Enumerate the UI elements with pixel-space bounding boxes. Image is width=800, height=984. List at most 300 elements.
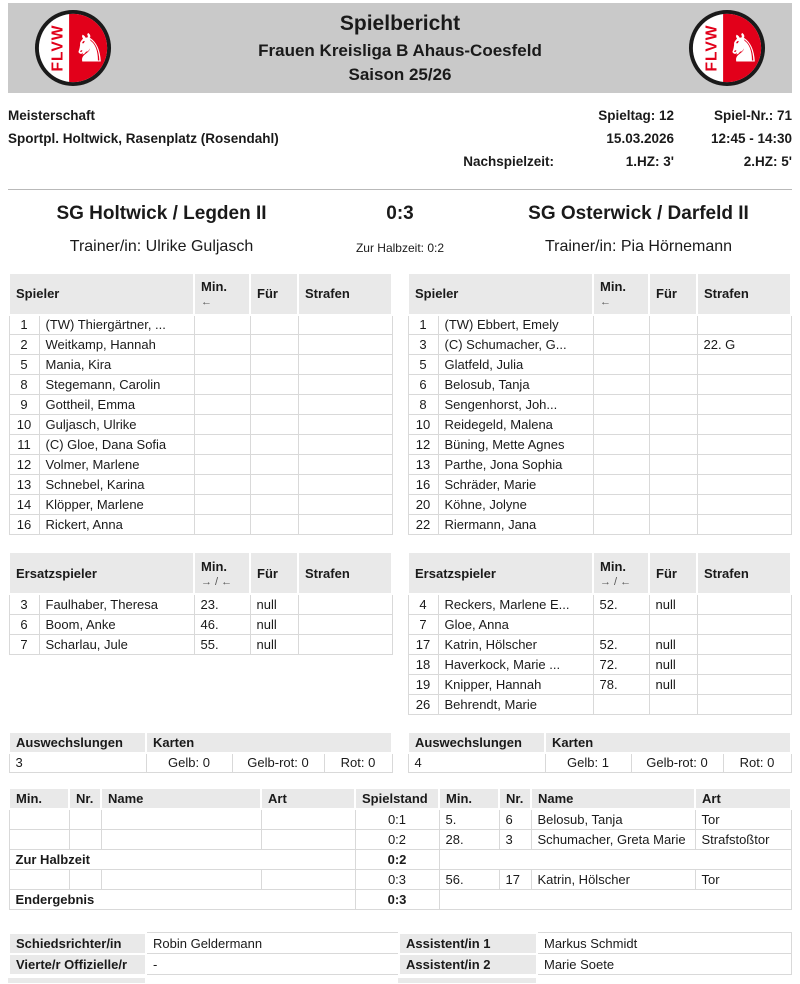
date-value: 15.03.2026 <box>606 131 674 147</box>
substitution-count: 4 <box>408 753 545 773</box>
col-min: Min. <box>9 788 69 809</box>
player-name: Schnebel, Karina <box>39 475 194 495</box>
goal-art: Tor <box>695 809 791 829</box>
col-spieler: Spieler <box>9 273 194 315</box>
player-fuer <box>250 355 298 375</box>
table-row <box>408 674 791 694</box>
player-fuer: null <box>649 634 697 654</box>
table-row <box>408 634 791 654</box>
table-row <box>9 614 392 634</box>
player-min <box>593 614 649 634</box>
player-number: 7 <box>408 614 438 634</box>
away-trainer: Trainer/in: Pia Hörnemann <box>544 237 733 255</box>
player-strafen <box>697 694 791 714</box>
officials-section <box>8 932 792 976</box>
away-team-name: SG Osterwick / Darfeld II <box>528 202 749 224</box>
player-name: Haverkock, Marie ... <box>438 654 593 674</box>
table-row <box>9 395 392 415</box>
player-name: Gottheil, Emma <box>39 395 194 415</box>
player-strafen <box>697 435 791 455</box>
player-min <box>593 495 649 515</box>
col-karten: Karten <box>545 732 791 753</box>
player-min <box>194 495 250 515</box>
col-art: Art <box>261 788 355 809</box>
player-number: 5 <box>9 355 39 375</box>
player-strafen <box>298 594 392 614</box>
player-number: 11 <box>9 435 39 455</box>
player-name: Glatfeld, Julia <box>438 355 593 375</box>
header-band <box>8 3 792 93</box>
col-nr: Nr. <box>499 788 531 809</box>
player-min <box>194 475 250 495</box>
col-name: Name <box>531 788 695 809</box>
col-fuer: Für <box>649 552 697 594</box>
player-name: Parthe, Jona Sophia <box>438 455 593 475</box>
col-min: Min. → / ← <box>194 552 250 594</box>
player-number: 3 <box>9 594 39 614</box>
player-strafen <box>298 475 392 495</box>
player-strafen <box>298 375 392 395</box>
cutoff-table-edge <box>8 978 792 983</box>
player-strafen <box>697 355 791 375</box>
player-name: Gloe, Anna <box>438 614 593 634</box>
spieltag-value: Spieltag: 12 <box>598 108 674 123</box>
referee-name: Robin Geldermann <box>146 933 399 954</box>
player-fuer <box>250 415 298 435</box>
table-row <box>9 495 392 515</box>
arrow-in-out-icon: → / ← <box>600 575 632 588</box>
goal-row <box>9 809 791 829</box>
table-row <box>408 694 791 714</box>
player-name: Köhne, Jolyne <box>438 495 593 515</box>
player-number: 13 <box>408 455 438 475</box>
player-min: 72. <box>593 654 649 674</box>
player-fuer: null <box>250 634 298 654</box>
player-fuer <box>649 315 697 335</box>
horse-icon: ♞ <box>72 27 108 71</box>
score-state: 0:1 <box>355 809 439 829</box>
player-name: Belosub, Tanja <box>438 375 593 395</box>
player-min <box>194 455 250 475</box>
season-label: Saison 25/26 <box>348 64 452 84</box>
table-row <box>408 515 791 535</box>
teams-section <box>8 203 792 256</box>
player-strafen: 22. G <box>697 335 791 355</box>
player-fuer <box>649 435 697 455</box>
player-strafen <box>697 594 791 614</box>
player-strafen <box>298 614 392 634</box>
col-strafen: Strafen <box>697 273 791 315</box>
substitution-count: 3 <box>9 753 146 773</box>
milestone-row <box>9 889 791 909</box>
hz2-value: 2.HZ: 5' <box>743 154 792 170</box>
player-strafen <box>298 355 392 375</box>
cards-section <box>8 731 792 774</box>
home-cards-table <box>8 731 393 774</box>
player-fuer: null <box>250 614 298 634</box>
table-row <box>408 415 791 435</box>
table-row <box>9 753 392 773</box>
col-fuer: Für <box>250 273 298 315</box>
player-number: 4 <box>408 594 438 614</box>
player-fuer <box>250 495 298 515</box>
player-name: Schräder, Marie <box>438 475 593 495</box>
player-strafen <box>697 515 791 535</box>
player-number: 8 <box>408 395 438 415</box>
col-min: Min. ← <box>593 273 649 315</box>
table-row <box>408 315 791 335</box>
player-fuer <box>649 475 697 495</box>
player-name: Reckers, Marlene E... <box>438 594 593 614</box>
players-section <box>8 272 792 536</box>
player-strafen <box>298 395 392 415</box>
flvw-logo-right <box>688 9 766 87</box>
player-fuer: null <box>250 594 298 614</box>
player-name: Riermann, Jana <box>438 515 593 535</box>
player-name: Behrendt, Marie <box>438 694 593 714</box>
table-row <box>9 515 392 535</box>
milestone-row <box>9 849 791 869</box>
player-strafen <box>697 475 791 495</box>
away-players-table <box>407 272 792 536</box>
officials-table <box>8 932 792 976</box>
table-row <box>408 614 791 634</box>
player-min <box>593 315 649 335</box>
table-row <box>408 395 791 415</box>
player-name: Stegemann, Carolin <box>39 375 194 395</box>
yellow-red-cards: Gelb-rot: 0 <box>232 753 324 773</box>
fourth-official-name: - <box>146 954 399 975</box>
flvw-text: FLVW <box>49 24 67 72</box>
player-min: 52. <box>593 634 649 654</box>
col-auswechslungen: Auswechslungen <box>9 732 146 753</box>
player-strafen <box>697 674 791 694</box>
player-name: (TW) Ebbert, Emely <box>438 315 593 335</box>
match-info-right <box>463 104 792 174</box>
home-trainer: Trainer/in: Ulrike Guljasch <box>69 237 254 255</box>
player-name: Guljasch, Ulrike <box>39 415 194 435</box>
fourth-official-label: Vierte/r Offizielle/r <box>9 954 146 975</box>
table-row <box>408 753 791 773</box>
player-number: 16 <box>408 475 438 495</box>
player-number: 6 <box>408 375 438 395</box>
player-min: 23. <box>194 594 250 614</box>
halftime-score: Zur Halbzeit: 0:2 <box>355 240 445 255</box>
arrow-out-icon: ← <box>201 296 212 309</box>
player-number: 9 <box>9 395 39 415</box>
hz1-value: 1.HZ: 3' <box>625 154 674 170</box>
player-fuer <box>649 395 697 415</box>
player-name: Boom, Anke <box>39 614 194 634</box>
score-block <box>315 203 485 255</box>
player-strafen <box>697 495 791 515</box>
goal-scorer: Belosub, Tanja <box>531 809 695 829</box>
player-fuer <box>649 355 697 375</box>
player-strafen <box>298 515 392 535</box>
goal-row <box>9 829 791 849</box>
player-min <box>194 435 250 455</box>
player-min <box>593 475 649 495</box>
red-cards: Rot: 0 <box>723 753 791 773</box>
player-strafen <box>298 455 392 475</box>
score-state: 0:2 <box>355 829 439 849</box>
player-strafen <box>298 634 392 654</box>
player-fuer <box>250 435 298 455</box>
competition-label: Meisterschaft <box>8 108 96 123</box>
match-info-left <box>8 104 279 174</box>
table-row <box>408 654 791 674</box>
player-strafen <box>298 415 392 435</box>
table-row <box>408 594 791 614</box>
player-fuer <box>649 415 697 435</box>
player-min <box>194 515 250 535</box>
player-fuer <box>649 614 697 634</box>
player-number: 10 <box>9 415 39 435</box>
col-min: Min. <box>439 788 499 809</box>
player-name: Klöpper, Marlene <box>39 495 194 515</box>
venue-label: Sportpl. Holtwick, Rasenplatz (Rosendahl) <box>8 131 279 147</box>
player-min <box>194 395 250 415</box>
table-row <box>9 315 392 335</box>
goal-min: 5. <box>439 809 499 829</box>
col-nr: Nr. <box>69 788 101 809</box>
player-strafen <box>697 455 791 475</box>
col-strafen: Strafen <box>298 273 392 315</box>
player-fuer <box>649 455 697 475</box>
player-fuer <box>649 495 697 515</box>
table-row <box>408 455 791 475</box>
player-name: Reidegeld, Malena <box>438 415 593 435</box>
score-state: 0:3 <box>355 889 439 909</box>
player-fuer <box>649 515 697 535</box>
player-name: Büning, Mette Agnes <box>438 435 593 455</box>
time-value: 12:45 - 14:30 <box>710 131 792 147</box>
player-min <box>593 415 649 435</box>
player-min <box>194 415 250 435</box>
referee-label: Schiedsrichter/in <box>9 933 146 954</box>
player-number: 17 <box>408 634 438 654</box>
player-number: 14 <box>9 495 39 515</box>
goals-table <box>8 787 792 910</box>
player-number: 18 <box>408 654 438 674</box>
player-fuer <box>250 315 298 335</box>
player-strafen <box>697 315 791 335</box>
player-number: 5 <box>408 355 438 375</box>
player-number: 3 <box>408 335 438 355</box>
player-number: 13 <box>9 475 39 495</box>
col-ersatzspieler: Ersatzspieler <box>9 552 194 594</box>
player-number: 12 <box>9 455 39 475</box>
table-row <box>9 634 392 654</box>
table-row <box>9 475 392 495</box>
player-min: 78. <box>593 674 649 694</box>
away-team-block <box>485 203 792 256</box>
col-fuer: Für <box>649 273 697 315</box>
league-name: Frauen Kreisliga B Ahaus-Coesfeld <box>258 40 542 60</box>
player-number: 7 <box>9 634 39 654</box>
header-titles <box>112 12 688 85</box>
assistant2-name: Marie Soete <box>537 954 792 975</box>
goal-row <box>9 869 791 889</box>
col-karten: Karten <box>146 732 392 753</box>
away-substitutes-table <box>407 551 792 715</box>
player-strafen <box>298 435 392 455</box>
final-score: 0:3 <box>386 202 414 224</box>
player-min <box>194 375 250 395</box>
assistant2-label: Assistent/in 2 <box>399 954 537 975</box>
player-strafen <box>697 654 791 674</box>
player-name: Sengenhorst, Joh... <box>438 395 593 415</box>
player-strafen <box>298 335 392 355</box>
player-min <box>593 515 649 535</box>
player-min <box>593 335 649 355</box>
report-title: Spielbericht <box>339 11 461 35</box>
divider <box>8 189 792 190</box>
player-number: 19 <box>408 674 438 694</box>
assistant1-name: Markus Schmidt <box>537 933 792 954</box>
player-fuer: null <box>649 654 697 674</box>
player-min: 55. <box>194 634 250 654</box>
player-name: (TW) Thiergärtner, ... <box>39 315 194 335</box>
table-row <box>9 355 392 375</box>
col-strafen: Strafen <box>298 552 392 594</box>
goal-scorer: Schumacher, Greta Marie <box>531 829 695 849</box>
player-strafen <box>697 415 791 435</box>
horse-icon: ♞ <box>726 27 762 71</box>
player-strafen <box>298 315 392 335</box>
player-number: 10 <box>408 415 438 435</box>
player-number: 8 <box>9 375 39 395</box>
yellow-cards: Gelb: 1 <box>545 753 631 773</box>
home-players-table <box>8 272 393 536</box>
player-name: Volmer, Marlene <box>39 455 194 475</box>
arrow-out-icon: ← <box>600 296 611 309</box>
table-row <box>408 435 791 455</box>
table-row <box>9 435 392 455</box>
player-fuer: null <box>649 594 697 614</box>
milestone-label: Endergebnis <box>9 889 355 909</box>
table-row <box>9 455 392 475</box>
player-fuer <box>250 395 298 415</box>
player-strafen <box>298 495 392 515</box>
player-number: 20 <box>408 495 438 515</box>
nachspielzeit-label: Nachspielzeit: <box>463 154 554 170</box>
player-strafen <box>697 395 791 415</box>
table-row <box>9 375 392 395</box>
goal-nr: 6 <box>499 809 531 829</box>
player-min <box>194 355 250 375</box>
red-cards: Rot: 0 <box>324 753 392 773</box>
goal-min: 56. <box>439 869 499 889</box>
table-row <box>9 594 392 614</box>
match-info <box>8 104 792 174</box>
table-row <box>408 475 791 495</box>
player-name: (C) Schumacher, G... <box>438 335 593 355</box>
table-row <box>408 375 791 395</box>
player-fuer <box>250 475 298 495</box>
goal-scorer: Katrin, Hölscher <box>531 869 695 889</box>
substitutes-section <box>8 551 792 715</box>
player-min: 52. <box>593 594 649 614</box>
col-min: Min. ← <box>194 273 250 315</box>
player-min <box>593 355 649 375</box>
assistant1-label: Assistent/in 1 <box>399 933 537 954</box>
player-number: 2 <box>9 335 39 355</box>
spielnr-value: Spiel-Nr.: 71 <box>713 108 792 123</box>
player-min <box>194 335 250 355</box>
col-min: Min. → / ← <box>593 552 649 594</box>
player-name: Knipper, Hannah <box>438 674 593 694</box>
player-fuer: null <box>649 674 697 694</box>
player-name: Katrin, Hölscher <box>438 634 593 654</box>
goal-nr: 3 <box>499 829 531 849</box>
player-min: 46. <box>194 614 250 634</box>
player-number: 6 <box>9 614 39 634</box>
player-min <box>593 375 649 395</box>
player-number: 26 <box>408 694 438 714</box>
player-fuer <box>250 335 298 355</box>
player-name: Rickert, Anna <box>39 515 194 535</box>
player-strafen <box>697 634 791 654</box>
milestone-label: Zur Halbzeit <box>9 849 355 869</box>
arrow-in-out-icon: → / ← <box>201 575 233 588</box>
col-spieler: Spieler <box>408 273 593 315</box>
player-min <box>593 435 649 455</box>
player-min <box>593 455 649 475</box>
player-fuer <box>649 694 697 714</box>
col-strafen: Strafen <box>697 552 791 594</box>
flvw-text: FLVW <box>703 24 721 72</box>
player-name: Weitkamp, Hannah <box>39 335 194 355</box>
col-fuer: Für <box>250 552 298 594</box>
goal-min: 28. <box>439 829 499 849</box>
col-ersatzspieler: Ersatzspieler <box>408 552 593 594</box>
player-name: Mania, Kira <box>39 355 194 375</box>
home-substitutes-table <box>8 551 393 655</box>
table-row <box>408 495 791 515</box>
player-fuer <box>649 335 697 355</box>
col-auswechslungen: Auswechslungen <box>408 732 545 753</box>
player-name: (C) Gloe, Dana Sofia <box>39 435 194 455</box>
yellow-red-cards: Gelb-rot: 0 <box>631 753 723 773</box>
table-row <box>9 415 392 435</box>
player-name: Faulhaber, Theresa <box>39 594 194 614</box>
col-name: Name <box>101 788 261 809</box>
table-row <box>408 335 791 355</box>
player-min <box>593 395 649 415</box>
player-fuer <box>649 375 697 395</box>
player-number: 1 <box>408 315 438 335</box>
score-state: 0:2 <box>355 849 439 869</box>
flvw-logo-left <box>34 9 112 87</box>
player-min <box>194 315 250 335</box>
goal-art: Tor <box>695 869 791 889</box>
goal-art: Strafstoßtor <box>695 829 791 849</box>
player-number: 16 <box>9 515 39 535</box>
goal-nr: 17 <box>499 869 531 889</box>
player-name: Scharlau, Jule <box>39 634 194 654</box>
player-fuer <box>250 455 298 475</box>
table-row <box>9 954 792 975</box>
player-strafen <box>697 614 791 634</box>
player-number: 1 <box>9 315 39 335</box>
goals-section <box>8 787 792 910</box>
player-fuer <box>250 515 298 535</box>
home-team-block <box>8 203 315 256</box>
col-spielstand: Spielstand <box>355 788 439 809</box>
away-cards-table <box>407 731 792 774</box>
table-row <box>408 355 791 375</box>
